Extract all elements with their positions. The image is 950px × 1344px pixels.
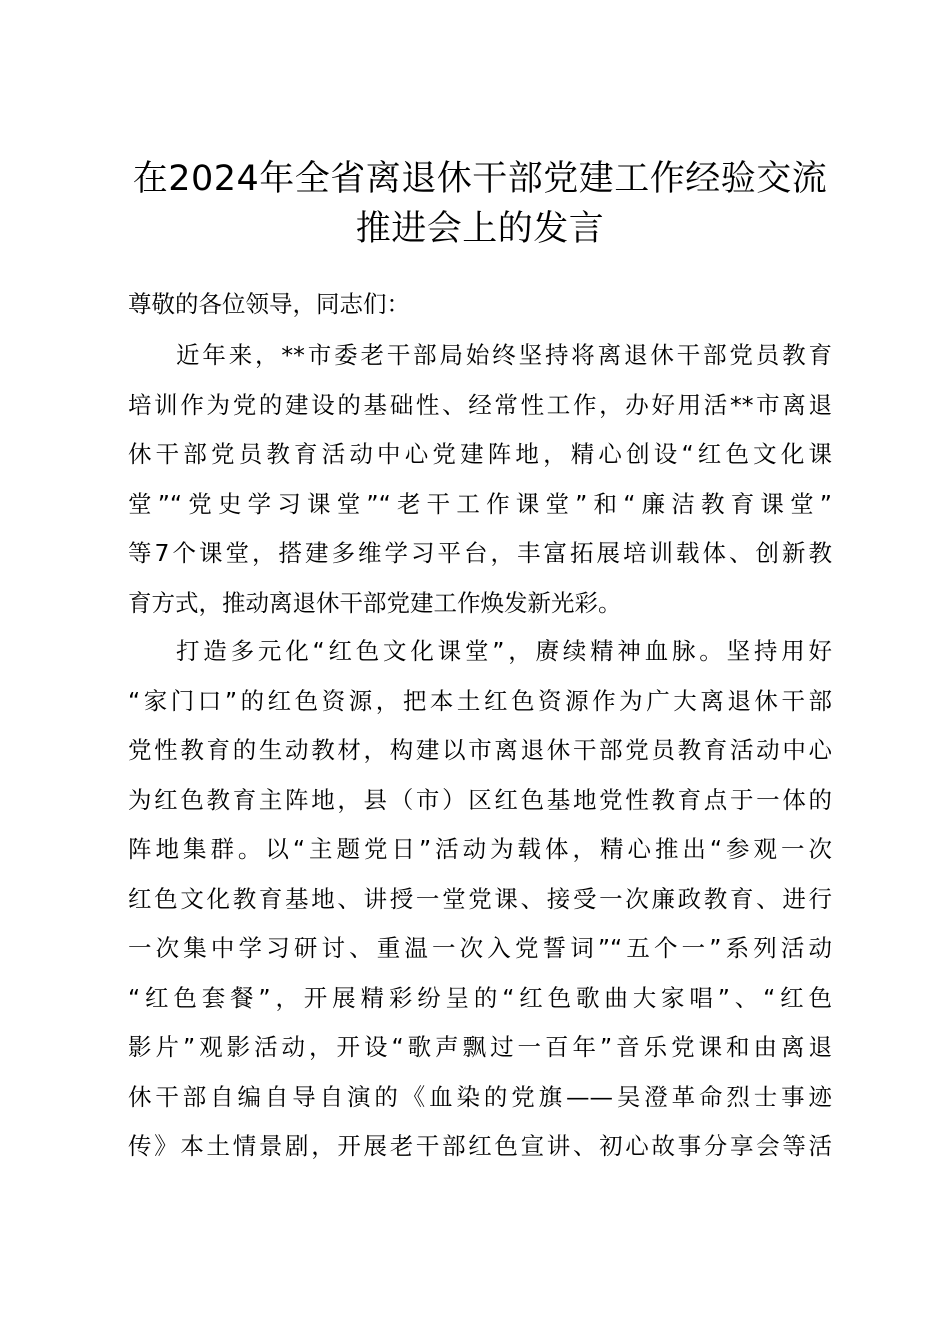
paragraph-line: 影片”观影活动，开设“歌声飘过一百年”音乐党课和由离退 [128,1033,832,1061]
document-title [100,154,860,254]
paragraph-line: 党性教育的生动教材，构建以市离退休干部党员教育活动中心 [128,736,832,764]
paragraph-line: 休干部自编自导自演的《血染的党旗——吴澄革命烈士事迹 [128,1082,832,1111]
title-line-2: 推进会上的发言 [355,209,605,249]
paragraph-line: 等7个课堂，搭建多维学习平台，丰富拓展培训载体、创新教 [128,539,832,567]
paragraph-line: 培训作为党的建设的基础性、经常性工作，办好用活**市离退 [128,390,832,419]
paragraph-2 [128,627,832,1172]
paragraph-line: 近年来，**市委老干部局始终坚持将离退休干部党员教育 [176,341,832,369]
paragraph-line: 阵地集群。以“主题党日”活动为载体，精心推出“参观一次 [128,835,832,863]
salutation: 尊敬的各位领导，同志们： [128,290,410,318]
paragraph-line: 休干部党员教育活动中心党建阵地，精心创设“红色文化课 [128,440,832,468]
paragraph-line: 打造多元化“红色文化课堂”，赓续精神血脉。坚持用好 [176,637,832,665]
paragraph-line: 育方式，推动离退休干部党建工作焕发新光彩。 [128,588,622,617]
paragraph-line: 堂”“党史学习课堂”“老干工作课堂”和“廉洁教育课堂” [128,489,832,518]
paragraph-1 [128,331,832,628]
paragraph-line: 一次集中学习研讨、重温一次入党誓词”“五个一”系列活动 [128,934,832,962]
paragraph-line: 红色文化教育基地、讲授一堂党课、接受一次廉政教育、进行 [128,884,832,913]
title-line-1: 在2024年全省离退休干部党建工作经验交流 [132,159,828,199]
paragraph-line: “家门口”的红色资源，把本土红色资源作为广大离退休干部 [128,686,832,715]
paragraph-line: “红色套餐”，开展精彩纷呈的“红色歌曲大家唱”、“红色 [128,983,832,1012]
paragraph-line: 传》本土情景剧，开展老干部红色宣讲、初心故事分享会等活 [128,1132,832,1160]
paragraph-line: 为红色教育主阵地，县（市）区红色基地党性教育点于一体的 [128,785,832,814]
